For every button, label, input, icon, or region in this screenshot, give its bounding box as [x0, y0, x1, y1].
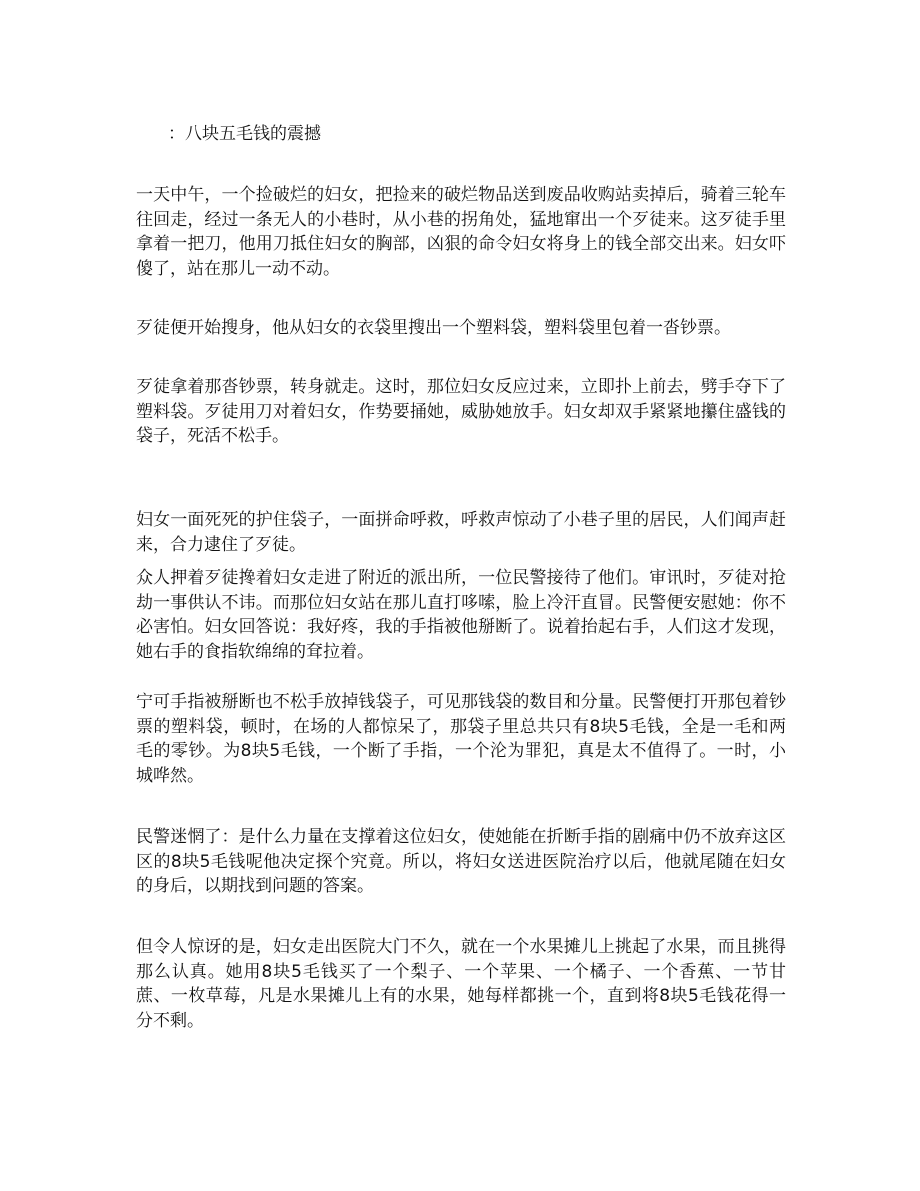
paragraph-investigation: 民警迷惘了：是什么力量在支撑着这位妇女，使她能在折断手指的剧痛中仍不放弃这区区的8块5毛钱呢他决定探个究竟。所以，将妇女送进医院治疗以后，他就尾随在妇女的身后，以期找到问题的答案。 [136, 827, 786, 897]
document-title: ：八块五毛钱的震撼 [168, 124, 321, 144]
paragraph-police-station: 众人押着歹徒搀着妇女走进了附近的派出所，一位民警接待了他们。审讯时，歹徒对抢劫一事供认不讳。而那位妇女站在那儿直打哆嗦，脸上冷汗直冒。民警便安慰她：你不必害怕。妇女回答说：我好疼，我的手指被他掰断了。说着抬起右手，人们这才发现，她右手的食指软绵绵的耷拉着。 [136, 568, 786, 662]
paragraph-capture: 妇女一面死死的护住袋子，一面拼命呼救，呼救声惊动了小巷子里的居民，人们闻声赶来，合力逮住了歹徒。 [136, 510, 786, 555]
paragraph-fruit-stall: 但令人惊讶的是，妇女走出医院大门不久，就在一个水果摊儿上挑起了水果，而且挑得那么认真。她用8块5毛钱买了一个梨子、一个苹果、一个橘子、一个香蕉、一节甘蔗、一枚草莓，凡是水果摊儿上有的水果，她每样都挑一个，直到将8块5毛钱花得一分不剩。 [136, 937, 786, 1031]
paragraph-struggle: 歹徒拿着那沓钞票，转身就走。这时，那位妇女反应过来，立即扑上前去，劈手夺下了塑料袋。歹徒用刀对着妇女，作势要捅她，威胁她放手。妇女却双手紧紧地攥住盛钱的袋子，死活不松手。 [136, 377, 786, 447]
paragraph-search: 歹徒便开始搜身，他从妇女的衣袋里搜出一个塑料袋，塑料袋里包着一沓钞票。 [136, 318, 731, 338]
paragraph-money-bag: 宁可手指被掰断也不松手放掉钱袋子，可见那钱袋的数目和分量。民警便打开那包着钞票的塑料袋，顿时，在场的人都惊呆了，那袋子里总共只有8块5毛钱，全是一毛和两毛的零钞。为8块5毛钱，一个断了手指，一个沦为罪犯，真是太不值得了。一时，小城哗然。 [136, 692, 786, 786]
paragraph-robbery-start: 一天中午，一个捡破烂的妇女，把捡来的破烂物品送到废品收购站卖掉后，骑着三轮车往回走，经过一条无人的小巷时，从小巷的拐角处，猛地窜出一个歹徒来。这歹徒手里拿着一把刀，他用刀抵住妇女的胸部，凶狠的命令妇女将身上的钱全部交出来。妇女吓傻了，站在那儿一动不动。 [136, 185, 786, 279]
